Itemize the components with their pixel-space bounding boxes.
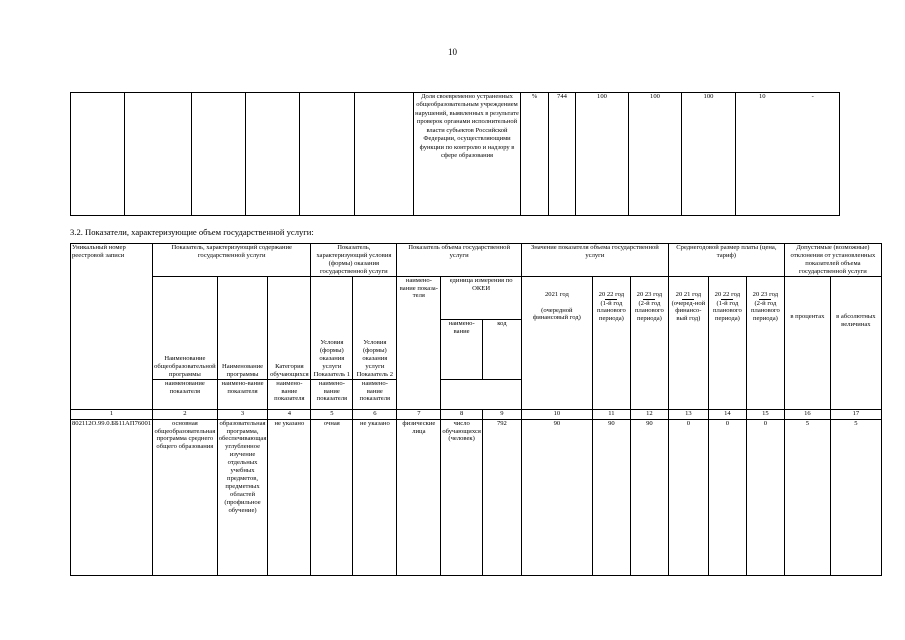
indicator-name-header: наимено-вание показа-теля bbox=[397, 276, 441, 409]
column-number: 17 bbox=[830, 409, 881, 419]
fee-2021-cell: 0 bbox=[668, 419, 708, 575]
value-2023-cell: 90 bbox=[630, 419, 668, 575]
column-number: 11 bbox=[592, 409, 630, 419]
fee-2022-cell: 0 bbox=[708, 419, 746, 575]
column-number: 3 bbox=[217, 409, 268, 419]
column-number: 14 bbox=[708, 409, 746, 419]
year-2023-header bbox=[630, 276, 668, 409]
condition2-cell: не указано bbox=[353, 419, 397, 575]
empty-cell bbox=[246, 93, 300, 216]
program-cell: основная общеобразовательная программа среднего общего образования bbox=[153, 419, 218, 575]
year-2022-note: (1-й год планового периода) bbox=[597, 299, 626, 323]
deviation-absolute: - bbox=[811, 93, 814, 100]
column-number: 10 bbox=[521, 409, 592, 419]
page-number: 10 bbox=[448, 47, 457, 57]
okei-spacer bbox=[441, 379, 522, 409]
volume-group-header: Показатель объема государственной услуги bbox=[397, 244, 522, 277]
column-number: 8 bbox=[441, 409, 483, 419]
category-cell: не указано bbox=[268, 419, 311, 575]
value-group-header: Значение показателя объема государственной услуги bbox=[521, 244, 668, 277]
fee-2023-label: 20 23 год bbox=[752, 290, 779, 298]
deviation-absolute-cell: 5 bbox=[830, 419, 881, 575]
value-2022: 100 bbox=[629, 93, 682, 216]
category-header: Категория обучающихся bbox=[268, 276, 311, 379]
table-row bbox=[71, 419, 882, 575]
percent-label: в процентах bbox=[790, 312, 825, 320]
empty-cell bbox=[125, 93, 192, 216]
column-number: 7 bbox=[397, 409, 441, 419]
value-2021-cell: 90 bbox=[521, 419, 592, 575]
program-name-sub: наимено-вание показателя bbox=[217, 379, 268, 409]
fee-2021-label: 20 21 год bbox=[675, 290, 702, 298]
column-number: 4 bbox=[268, 409, 311, 419]
condition1-name-sub: наимено-вание показателя bbox=[311, 379, 353, 409]
unit-code-cell: 792 bbox=[482, 419, 521, 575]
empty-cell bbox=[355, 93, 414, 216]
code-cell: 744 bbox=[549, 93, 576, 216]
year-2022-label: 20 22 год bbox=[598, 290, 625, 298]
year-2021-label: 2021 год bbox=[544, 290, 569, 298]
deviation-group-header: Допустимые (возможные) отклонения от установленных показателей объема государственной услуги bbox=[784, 244, 881, 277]
volume-table bbox=[70, 243, 882, 576]
fee-2023-cell: 0 bbox=[746, 419, 784, 575]
table-row bbox=[71, 244, 882, 277]
fee-2022-note: (1-й год планового периода) bbox=[713, 299, 742, 323]
program-name-cell: образовательная программа, обеспечивающая углубленное изучение отдельных учебных предметов, предметных областей (профильное обучение) bbox=[217, 419, 268, 575]
okei-code-header: код bbox=[482, 319, 521, 379]
program-header: Наименование общеобразовательной программы bbox=[153, 276, 218, 379]
unique-number-cell: 802112О.99.0.ББ11АП76001 bbox=[71, 419, 153, 575]
year-2023-label: 20 23 год bbox=[636, 290, 663, 298]
indicator-description: Доля своевременно устраненных общеобразовательным учреждением нарушений, выявленных в результате проверок органами исполнительной власти субъектов Российской Федерации, осуществляющими функции по контролю и надзору в сфере образования bbox=[414, 93, 521, 216]
value-2023: 100 bbox=[682, 93, 736, 216]
empty-cell bbox=[192, 93, 246, 216]
section-title: 3.2. Показатели, характеризующие объем государственной услуги: bbox=[70, 227, 314, 237]
column-number: 16 bbox=[784, 409, 830, 419]
column-number: 5 bbox=[311, 409, 353, 419]
deviation-cell bbox=[736, 93, 840, 216]
table-row bbox=[71, 276, 882, 319]
year-2021-header bbox=[521, 276, 592, 409]
category-name-sub: наимено-вание показателя bbox=[268, 379, 311, 409]
deviation-percent: 10 bbox=[758, 93, 766, 100]
fee-2022-label: 20 22 год bbox=[714, 290, 741, 298]
program-name-header: Наименование программы bbox=[217, 276, 268, 379]
quality-table-continuation bbox=[70, 92, 840, 216]
fee-2023-note: (2-й год планового периода) bbox=[751, 299, 780, 323]
fee-2022-header bbox=[708, 276, 746, 409]
column-number: 13 bbox=[668, 409, 708, 419]
value-2022-cell: 90 bbox=[592, 419, 630, 575]
column-number: 12 bbox=[630, 409, 668, 419]
column-number: 9 bbox=[482, 409, 521, 419]
indicator-cell: физические лица bbox=[397, 419, 441, 575]
okei-name-header: наимено-вание bbox=[441, 319, 483, 379]
column-number: 6 bbox=[353, 409, 397, 419]
content-group-header: Показатель, характеризующий содержание государственной услуги bbox=[153, 244, 311, 277]
condition2-header: Условия (формы) оказания услуги Показатель 2 bbox=[353, 276, 397, 379]
okei-unit-header: единица измерения по ОКЕИ bbox=[441, 276, 522, 319]
conditions-group-header: Показатель, характеризующий условия (формы) оказания государственной услуги bbox=[311, 244, 397, 277]
table-row bbox=[71, 93, 840, 216]
deviation-percent-cell: 5 bbox=[784, 419, 830, 575]
column-number: 1 bbox=[71, 409, 153, 419]
column-number-row bbox=[71, 409, 882, 419]
year-2023-note: (2-й год планового периода) bbox=[635, 299, 664, 323]
percent-header bbox=[784, 276, 830, 409]
year-2021-note: (очередной финансовый год) bbox=[532, 306, 581, 322]
unit-name-cell: число обучающихся (человек) bbox=[441, 419, 483, 575]
absolute-header bbox=[830, 276, 881, 409]
column-number: 15 bbox=[746, 409, 784, 419]
fee-2023-header bbox=[746, 276, 784, 409]
year-2022-header bbox=[592, 276, 630, 409]
empty-cell bbox=[71, 93, 125, 216]
column-number: 2 bbox=[153, 409, 218, 419]
fee-2021-header bbox=[668, 276, 708, 409]
absolute-label: в абсолютных величинах bbox=[836, 312, 876, 328]
value-2021: 100 bbox=[576, 93, 629, 216]
program-name-sub: наименование показателя bbox=[153, 379, 218, 409]
unit-cell: % bbox=[521, 93, 549, 216]
fee-group-header: Среднегодовой размер платы (цена, тариф) bbox=[668, 244, 784, 277]
form-cell: очная bbox=[311, 419, 353, 575]
condition1-header: Условия (формы) оказания услуги Показатель 1 bbox=[311, 276, 353, 379]
condition2-name-sub: наимено-вание показателя bbox=[353, 379, 397, 409]
empty-cell bbox=[300, 93, 355, 216]
unique-number-header: Уникальный номер реестровой записи bbox=[71, 244, 153, 410]
fee-2021-note: (очеред-ной финансо-вый год) bbox=[671, 299, 706, 323]
